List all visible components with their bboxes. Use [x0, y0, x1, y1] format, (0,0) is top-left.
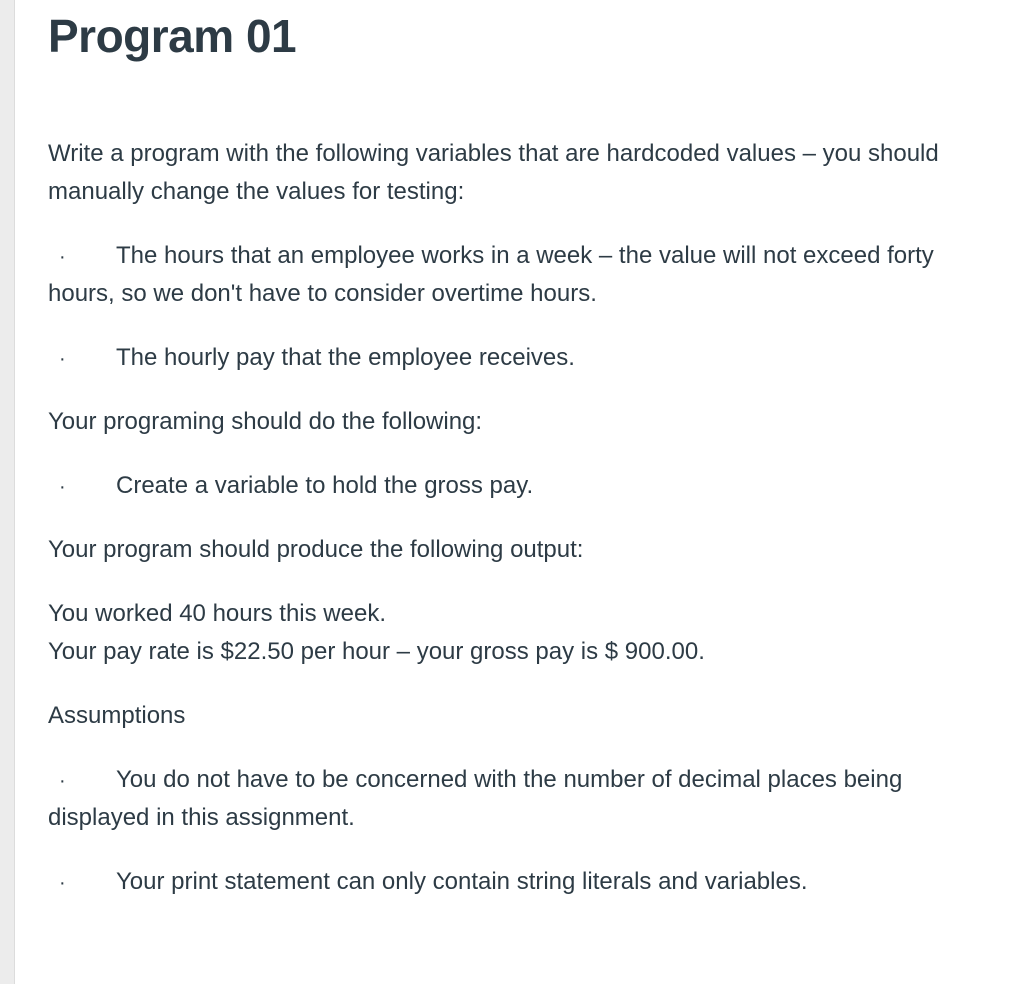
variable-bullet-pay — [48, 339, 988, 377]
bullet-dot-icon: · — [59, 246, 66, 268]
bullet-dot-icon: · — [59, 476, 66, 498]
program-heading: Your programing should do the following: — [48, 408, 483, 435]
assignment-content — [48, 0, 988, 901]
bullet-dot-icon: · — [59, 348, 66, 370]
left-sidebar-rail — [0, 0, 15, 984]
page-title: Program 01 — [48, 10, 297, 62]
variable-bullet-hours — [48, 237, 988, 313]
assumption-bullet-decimals — [48, 761, 988, 837]
bullet-text: The hours that an employee works in a week – the value will not exceed forty hours, so we don't have to consider overtime hours. — [48, 242, 934, 307]
bullet-text: Your print statement can only contain string literals and variables. — [116, 868, 808, 895]
assumption-bullet-print — [48, 863, 988, 901]
step-bullet-gross-pay — [48, 467, 988, 505]
bullet-dot-icon: · — [59, 872, 66, 894]
bullet-text: Create a variable to hold the gross pay. — [116, 472, 534, 499]
bullet-dot-icon: · — [59, 770, 66, 792]
output-line-pay: Your pay rate is $22.50 per hour – your gross pay is $ 900.00. — [48, 638, 705, 665]
sample-output — [48, 595, 988, 671]
output-line-hours: You worked 40 hours this week. — [48, 600, 386, 627]
intro-paragraph: Write a program with the following variables that are hardcoded values – you should manually change the values for testing: — [48, 140, 939, 205]
bullet-text: The hourly pay that the employee receives. — [116, 344, 575, 371]
assumptions-heading: Assumptions — [48, 702, 186, 729]
output-heading: Your program should produce the following output: — [48, 536, 584, 563]
bullet-text: You do not have to be concerned with the number of decimal places being displayed in this assignment. — [48, 766, 903, 831]
